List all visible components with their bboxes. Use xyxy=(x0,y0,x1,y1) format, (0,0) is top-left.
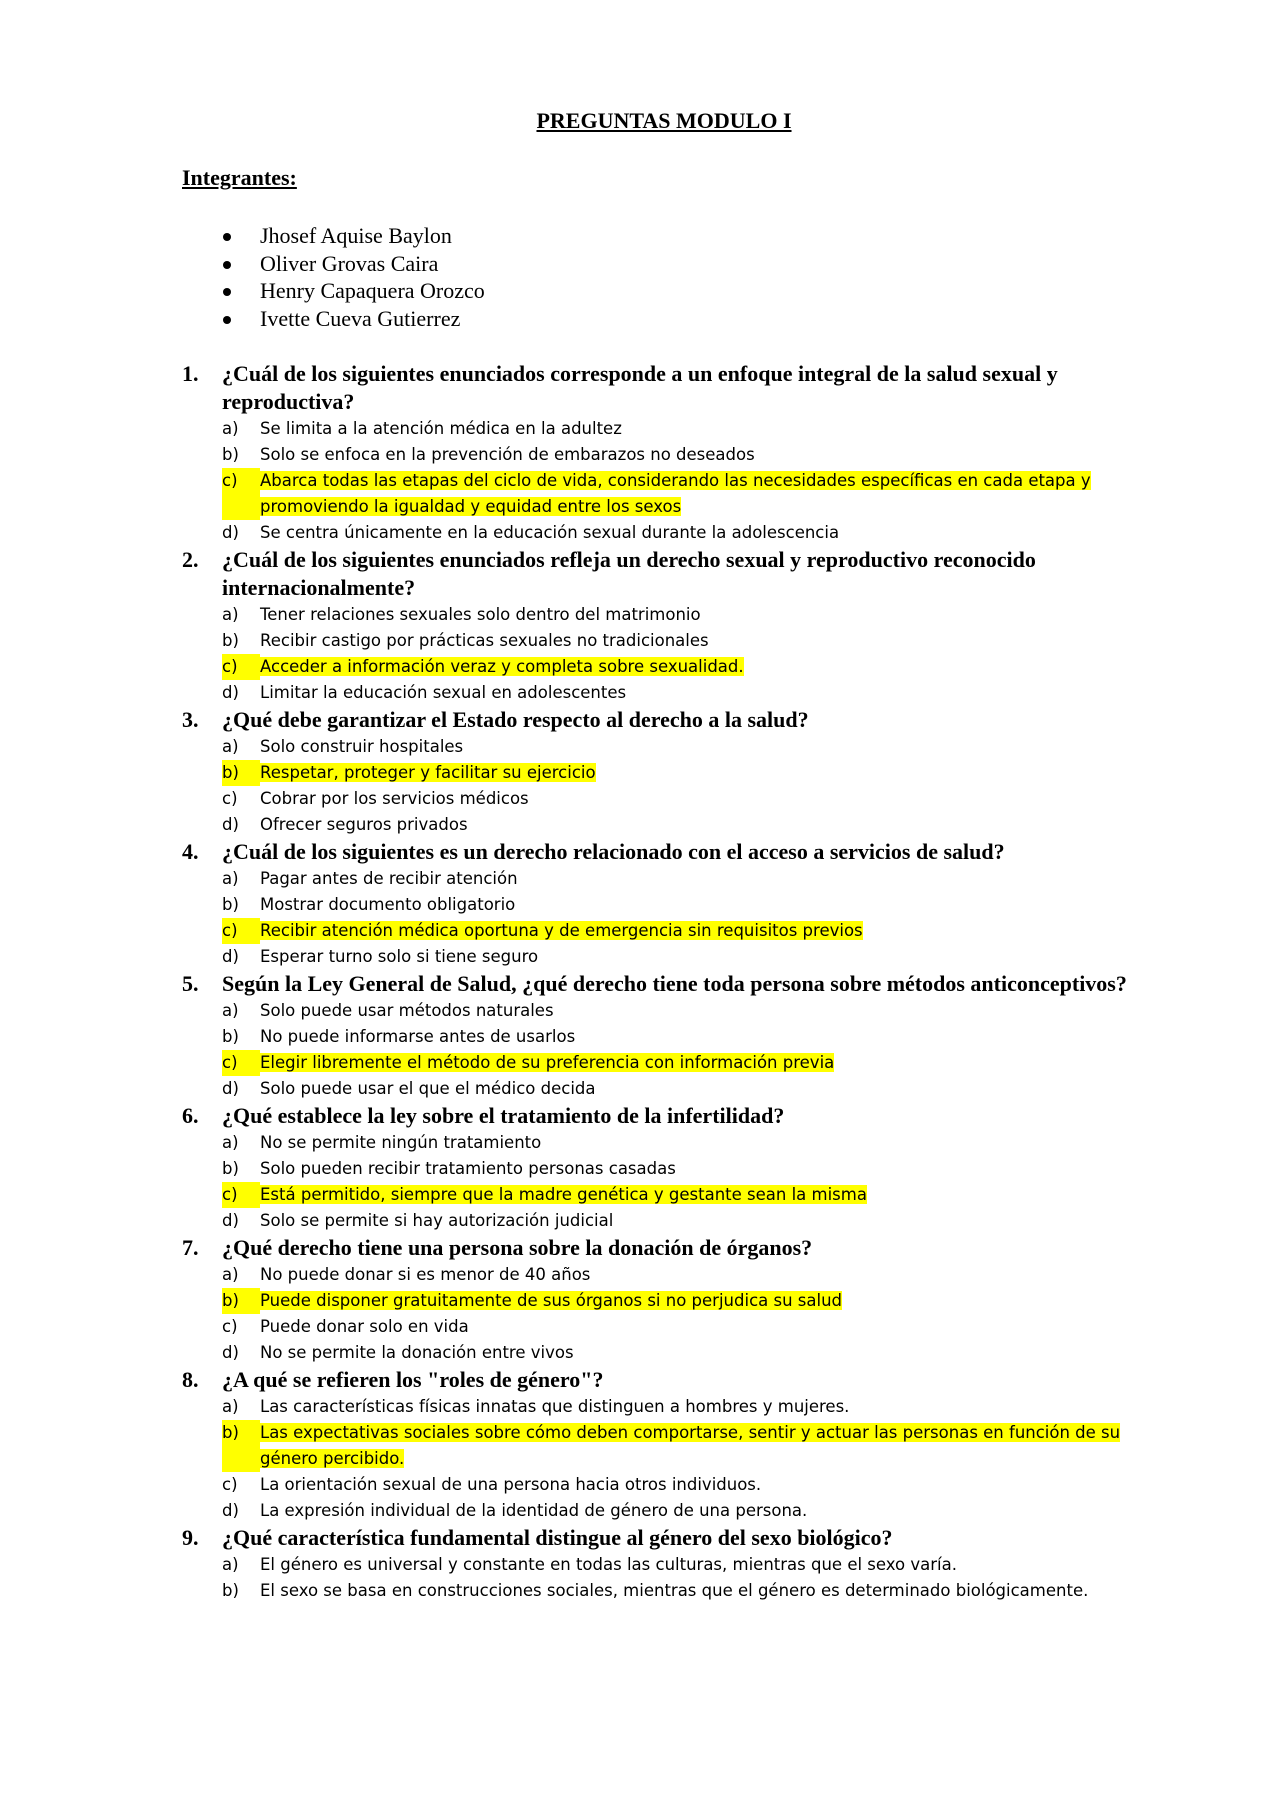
question-header xyxy=(182,1234,1147,1262)
question-text: ¿Qué debe garantizar el Estado respecto al derecho a la salud? xyxy=(222,707,809,732)
option-text-wrap xyxy=(260,680,1147,706)
option-text-wrap xyxy=(260,520,1147,546)
answer-option xyxy=(222,520,1147,546)
option-text-wrap xyxy=(260,1288,1147,1314)
answer-option xyxy=(222,416,1147,442)
member-name: Jhosef Aquise Baylon xyxy=(260,223,452,248)
question-item xyxy=(182,838,1147,970)
option-text: Solo se enfoca en la prevención de embarazos no deseados xyxy=(260,445,755,464)
answer-option xyxy=(222,602,1147,628)
answer-option xyxy=(222,1262,1147,1288)
page-title: PREGUNTAS MODULO I xyxy=(536,108,792,133)
question-text: ¿Qué establece la ley sobre el tratamiento de la infertilidad? xyxy=(222,1103,785,1128)
option-text-wrap xyxy=(260,1472,1147,1498)
answer-option xyxy=(222,1024,1147,1050)
answer-option xyxy=(222,1208,1147,1234)
question-number: 3. xyxy=(182,707,199,732)
question-item xyxy=(182,1366,1147,1524)
option-letter: c) xyxy=(222,1050,260,1076)
question-header xyxy=(182,546,1147,602)
option-text: Cobrar por los servicios médicos xyxy=(260,789,529,808)
option-text: No se permite ningún tratamiento xyxy=(260,1133,542,1152)
options-list xyxy=(222,1130,1147,1234)
answer-option-highlighted xyxy=(222,760,1147,786)
bullet-icon xyxy=(223,288,231,296)
answer-option xyxy=(222,1340,1147,1366)
answer-option xyxy=(222,1314,1147,1340)
option-text-wrap xyxy=(260,1208,1147,1234)
option-text-wrap xyxy=(260,602,1147,628)
option-letter: d) xyxy=(222,1079,239,1098)
option-letter: d) xyxy=(222,1343,239,1362)
option-letter: d) xyxy=(222,947,239,966)
question-item xyxy=(182,360,1147,546)
answer-option xyxy=(222,442,1147,468)
option-text-wrap xyxy=(260,1578,1147,1604)
option-text: No puede informarse antes de usarlos xyxy=(260,1027,576,1046)
question-item xyxy=(182,546,1147,706)
answer-option xyxy=(222,1472,1147,1498)
option-text: Respetar, proteger y facilitar su ejercicio xyxy=(260,763,596,782)
option-text: Solo pueden recibir tratamiento personas casadas xyxy=(260,1159,676,1178)
option-letter: a) xyxy=(222,1265,239,1284)
option-letter: d) xyxy=(222,1211,239,1230)
answer-option-highlighted xyxy=(222,654,1147,680)
answer-option xyxy=(222,944,1147,970)
option-text: Tener relaciones sexuales solo dentro del matrimonio xyxy=(260,605,701,624)
option-text-wrap xyxy=(260,1262,1147,1288)
question-item xyxy=(182,1234,1147,1366)
answer-option xyxy=(222,1394,1147,1420)
member-item xyxy=(220,250,485,278)
option-letter: c) xyxy=(222,789,238,808)
question-item xyxy=(182,970,1147,1102)
option-text: Solo puede usar el que el médico decida xyxy=(260,1079,596,1098)
answer-option xyxy=(222,1130,1147,1156)
option-text: Está permitido, siempre que la madre genética y gestante sean la misma xyxy=(260,1185,867,1204)
answer-option xyxy=(222,734,1147,760)
option-text: El sexo se basa en construcciones sociales, mientras que el género es determinado biológicamente. xyxy=(260,1581,1089,1600)
question-text: Según la Ley General de Salud, ¿qué derecho tiene toda persona sobre métodos anticonceptivos? xyxy=(222,971,1127,996)
answer-option-highlighted xyxy=(222,1182,1147,1208)
question-header xyxy=(182,1102,1147,1130)
option-text-wrap xyxy=(260,760,1147,786)
question-item xyxy=(182,706,1147,838)
question-text: ¿Cuál de los siguientes es un derecho relacionado con el acceso a servicios de salud? xyxy=(222,839,1005,864)
options-list xyxy=(222,1262,1147,1366)
member-item xyxy=(220,222,485,250)
option-letter: a) xyxy=(222,1133,239,1152)
question-number: 8. xyxy=(182,1367,199,1392)
option-text: Abarca todas las etapas del ciclo de vida, considerando las necesidades específicas en cada etapa y promoviendo la igualdad y equidad entre los sexos xyxy=(260,471,1091,516)
option-text: No se permite la donación entre vivos xyxy=(260,1343,574,1362)
option-letter: d) xyxy=(222,1501,239,1520)
question-text: ¿Cuál de los siguientes enunciados corresponde a un enfoque integral de la salud sexual y reproductiva? xyxy=(222,361,1058,414)
option-letter: a) xyxy=(222,1397,239,1416)
option-letter: a) xyxy=(222,737,239,756)
bullet-icon xyxy=(223,261,231,269)
answer-option xyxy=(222,680,1147,706)
answer-option xyxy=(222,1156,1147,1182)
option-text-wrap xyxy=(260,998,1147,1024)
question-header xyxy=(182,838,1147,866)
option-text: Ofrecer seguros privados xyxy=(260,815,468,834)
option-text: Acceder a información veraz y completa sobre sexualidad. xyxy=(260,657,744,676)
option-text-wrap xyxy=(260,1498,1147,1524)
option-text-wrap xyxy=(260,416,1147,442)
answer-option xyxy=(222,998,1147,1024)
integrantes-heading: Integrantes: xyxy=(182,165,297,190)
option-text: Pagar antes de recibir atención xyxy=(260,869,518,888)
options-list xyxy=(222,1552,1147,1604)
answer-option xyxy=(222,1076,1147,1102)
option-text: El género es universal y constante en todas las culturas, mientras que el sexo varía. xyxy=(260,1555,957,1574)
option-letter: c) xyxy=(222,1475,238,1494)
option-text: Recibir castigo por prácticas sexuales no tradicionales xyxy=(260,631,709,650)
option-text-wrap xyxy=(260,734,1147,760)
answer-option-highlighted xyxy=(222,1288,1147,1314)
option-text-wrap xyxy=(260,892,1147,918)
option-letter: b) xyxy=(222,1159,239,1178)
question-number: 1. xyxy=(182,361,199,386)
answer-option xyxy=(222,786,1147,812)
option-text-wrap xyxy=(260,1394,1147,1420)
members-list xyxy=(220,222,485,332)
bullet-icon xyxy=(223,233,231,241)
question-number: 2. xyxy=(182,547,199,572)
question-text: ¿Qué derecho tiene una persona sobre la donación de órganos? xyxy=(222,1235,813,1260)
option-text-wrap xyxy=(260,944,1147,970)
member-item xyxy=(220,305,485,333)
option-text: Se centra únicamente en la educación sexual durante la adolescencia xyxy=(260,523,840,542)
question-text: ¿Qué característica fundamental distingue al género del sexo biológico? xyxy=(222,1525,893,1550)
question-text: ¿Cuál de los siguientes enunciados refleja un derecho sexual y reproductivo reconocido internacionalmente? xyxy=(222,547,1036,600)
answer-option-highlighted xyxy=(222,1420,1147,1472)
option-text-wrap xyxy=(260,1552,1147,1578)
option-text-wrap xyxy=(260,1420,1147,1472)
options-list xyxy=(222,734,1147,838)
answer-option xyxy=(222,1498,1147,1524)
option-letter: b) xyxy=(222,1027,239,1046)
option-letter: b) xyxy=(222,445,239,464)
option-text-wrap xyxy=(260,1156,1147,1182)
options-list xyxy=(222,416,1147,546)
option-text: Las expectativas sociales sobre cómo deben comportarse, sentir y actuar las personas en función de su género percibido. xyxy=(260,1423,1121,1468)
option-text: No puede donar si es menor de 40 años xyxy=(260,1265,591,1284)
option-text-wrap xyxy=(260,628,1147,654)
option-text-wrap xyxy=(260,468,1147,520)
option-letter: d) xyxy=(222,523,239,542)
option-text-wrap xyxy=(260,786,1147,812)
member-name: Oliver Grovas Caira xyxy=(260,250,439,276)
member-item xyxy=(220,277,485,305)
option-text-wrap xyxy=(260,1024,1147,1050)
question-item xyxy=(182,1102,1147,1234)
option-letter: c) xyxy=(222,918,260,944)
option-letter: d) xyxy=(222,815,239,834)
option-text: Recibir atención médica oportuna y de emergencia sin requisitos previos xyxy=(260,921,863,940)
answer-option xyxy=(222,866,1147,892)
bullet-icon xyxy=(223,316,231,324)
answer-option xyxy=(222,1578,1147,1604)
option-text: Las características físicas innatas que distinguen a hombres y mujeres. xyxy=(260,1397,850,1416)
option-letter: b) xyxy=(222,1288,260,1314)
option-text-wrap xyxy=(260,812,1147,838)
option-text: Se limita a la atención médica en la adultez xyxy=(260,419,622,438)
option-letter: a) xyxy=(222,419,239,438)
option-letter: b) xyxy=(222,895,239,914)
option-text: Esperar turno solo si tiene seguro xyxy=(260,947,539,966)
option-text: Solo construir hospitales xyxy=(260,737,464,756)
options-list xyxy=(222,602,1147,706)
question-header xyxy=(182,970,1147,998)
option-text: Solo se permite si hay autorización judicial xyxy=(260,1211,614,1230)
option-text: Solo puede usar métodos naturales xyxy=(260,1001,554,1020)
question-header xyxy=(182,360,1147,416)
option-text-wrap xyxy=(260,918,1147,944)
options-list xyxy=(222,866,1147,970)
option-text-wrap xyxy=(260,1182,1147,1208)
option-text-wrap xyxy=(260,1130,1147,1156)
question-number: 5. xyxy=(182,971,199,996)
question-number: 9. xyxy=(182,1525,199,1550)
option-letter: a) xyxy=(222,1555,239,1574)
member-name: Ivette Cueva Gutierrez xyxy=(260,305,461,331)
option-text-wrap xyxy=(260,1340,1147,1366)
answer-option xyxy=(222,1552,1147,1578)
option-text: La expresión individual de la identidad de género de una persona. xyxy=(260,1501,808,1520)
option-text: Elegir libremente el método de su preferencia con información previa xyxy=(260,1053,835,1072)
option-letter: b) xyxy=(222,1420,260,1472)
option-letter: c) xyxy=(222,654,260,680)
answer-option xyxy=(222,892,1147,918)
options-list xyxy=(222,998,1147,1102)
option-text-wrap xyxy=(260,442,1147,468)
question-item xyxy=(182,1524,1147,1604)
question-number: 7. xyxy=(182,1235,199,1260)
option-letter: c) xyxy=(222,1317,238,1336)
answer-option xyxy=(222,628,1147,654)
option-letter: c) xyxy=(222,468,260,520)
option-letter: c) xyxy=(222,1182,260,1208)
member-name: Henry Capaquera Orozco xyxy=(260,278,485,303)
question-number: 4. xyxy=(182,839,199,864)
question-header xyxy=(182,1366,1147,1394)
option-text-wrap xyxy=(260,1050,1147,1076)
option-text-wrap xyxy=(260,1076,1147,1102)
option-letter: a) xyxy=(222,605,239,624)
question-text: ¿A qué se refieren los "roles de género"? xyxy=(222,1367,604,1392)
questions-list xyxy=(182,360,1147,1604)
option-letter: d) xyxy=(222,683,239,702)
answer-option-highlighted xyxy=(222,1050,1147,1076)
options-list xyxy=(222,1394,1147,1524)
question-number: 6. xyxy=(182,1103,199,1128)
option-letter: a) xyxy=(222,1001,239,1020)
option-text: Mostrar documento obligatorio xyxy=(260,895,516,914)
option-letter: b) xyxy=(222,1581,239,1600)
answer-option-highlighted xyxy=(222,918,1147,944)
option-letter: a) xyxy=(222,869,239,888)
option-text-wrap xyxy=(260,1314,1147,1340)
question-header xyxy=(182,706,1147,734)
option-text: Limitar la educación sexual en adolescentes xyxy=(260,683,627,702)
option-text: Puede donar solo en vida xyxy=(260,1317,469,1336)
option-text: Puede disponer gratuitamente de sus órganos si no perjudica su salud xyxy=(260,1291,843,1310)
option-text-wrap xyxy=(260,866,1147,892)
option-text-wrap xyxy=(260,654,1147,680)
option-letter: b) xyxy=(222,631,239,650)
option-letter: b) xyxy=(222,760,260,786)
question-header xyxy=(182,1524,1147,1552)
answer-option-highlighted xyxy=(222,468,1147,520)
option-text: La orientación sexual de una persona hacia otros individuos. xyxy=(260,1475,762,1494)
answer-option xyxy=(222,812,1147,838)
